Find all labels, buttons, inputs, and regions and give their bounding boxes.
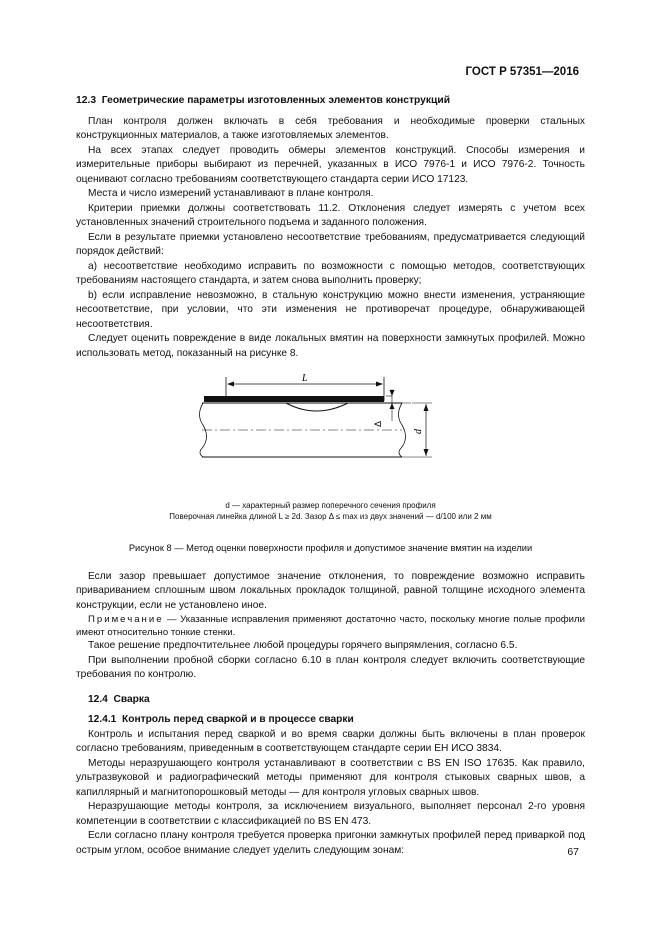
paragraph: Если согласно плану контроля требуется проверка пригонки замкнутых профилей перед приваркой под острым углом, особое внимание следует уделить следующим зонам: xyxy=(76,830,585,856)
paragraph: Контроль и испытания перед сваркой и во время сварки должны быть включены в план проверок согласно требованиям, приведенным в соответствующем стандарте серии ЕН ИСО 3834. xyxy=(76,728,585,754)
paragraph: Если в результате приемки установлено несоответствие требованиям, предусматривается следующий порядок действий: xyxy=(76,231,585,257)
section-heading-2 xyxy=(76,693,585,708)
subsection-number: 12.4.1 xyxy=(88,714,117,725)
note-text: — Указанные исправления применяют достаточно часто, поскольку многие полые профили имеют относительно тонкие стенки. xyxy=(76,614,585,638)
page-content xyxy=(76,94,585,858)
straightedge xyxy=(204,396,384,402)
paragraph: План контроля должен включать в себя требования и необходимые проверки стальных конструкционных материалов, а также изготовляемых элементов. xyxy=(76,115,585,141)
subsection-heading xyxy=(76,713,585,728)
paragraph: При выполнении пробной сборки согласно 6.10 в план контроля следует включить соответствующие требования по контролю. xyxy=(76,654,585,680)
figure-legend-1: d — характерный размер поперечного сечения профиля xyxy=(225,501,436,510)
paragraph: Если зазор превышает допустимое значение отклонения, то повреждение возможно исправить привариванием сплошным швом локальных прокладок толщиной, равной толщине исходного элемента конструкции, если не установлено иное. xyxy=(76,570,585,611)
section-number: 12.3 xyxy=(76,95,97,106)
profile-diagram xyxy=(76,367,585,497)
section2-title: Сварка xyxy=(113,693,150,705)
list-item-b: b) если исправление невозможно, в стальную конструкцию можно внести изменения, устраняющие несоответствие, при условии, что эти изменения не противоречат процедуре, обнаруживающей несоответствия. xyxy=(76,289,585,330)
label-L: L xyxy=(302,373,308,384)
document-header: ГОСТ Р 57351—2016 xyxy=(465,66,579,78)
paragraph: Такое решение предпочтительнее любой процедуры горячего выпрямления, согласно 6.5. xyxy=(88,640,518,651)
paragraph: Критерии приемки должны соответствовать 11.2. Отклонения следует измерять с учетом всех установленных значений строительного подъема и заданного положения. xyxy=(76,202,585,228)
section-heading xyxy=(76,94,585,109)
figure-caption: Рисунок 8 — Метод оценки поверхности профиля и допустимое значение вмятин на изделии xyxy=(128,543,533,553)
paragraph: На всех этапах следует проводить обмеры элементов конструкций. Способы измерения и измерительные приборы выбирают из перечней, указанных в ИСО 7976-1 и ИСО 7976-2. Точность оценивают согласно требованиям соответствующего стандарта серии ИСО 17123. xyxy=(76,144,585,185)
figure-legend-2: Поверочная линейка длиной L ≥ 2d. Зазор Δ ≤ max из двух значений — d/100 или 2 мм xyxy=(169,512,492,521)
paragraph: Неразрушающие методы контроля, за исключением визуального, выполняет персонал 2-го уровня компетенции в соответствии с классификацией по BS EN 473. xyxy=(76,801,585,827)
label-d: d xyxy=(413,429,424,434)
label-delta: Δ xyxy=(373,420,383,427)
subsection-title: Контроль перед сваркой и в процессе сварки xyxy=(122,714,354,725)
note xyxy=(76,613,585,639)
page-number: 67 xyxy=(567,846,579,858)
paragraph: Места и число измерений устанавливают в плане контроля. xyxy=(88,188,374,199)
list-item-a: a) несоответствие необходимо исправить по возможности с помощью методов, соответствующих требованиям настоящего стандарта, и затем снова выполнить проверку; xyxy=(76,260,585,286)
paragraph: Следует оценить повреждение в виде локальных вмятин на поверхности замкнутых профилей. Можно использовать метод, показанный на рисунке 8. xyxy=(76,333,585,359)
note-label: Примечание xyxy=(88,614,164,625)
dent-curve xyxy=(286,403,348,411)
figure-8 xyxy=(76,367,585,533)
section-title: Геометрические параметры изготовленных элементов конструкций xyxy=(101,95,451,106)
section2-number: 12.4 xyxy=(88,693,108,705)
paragraph: Методы неразрушающего контроля устанавливают в соответствии с BS EN ISO 17635. Как правило, ультразвуковой и радиографический методы применяют для контроля стыковых сварных швов, а капиллярный и магнитопорошковый методы — для контроля угловых сварных швов. xyxy=(76,757,585,798)
